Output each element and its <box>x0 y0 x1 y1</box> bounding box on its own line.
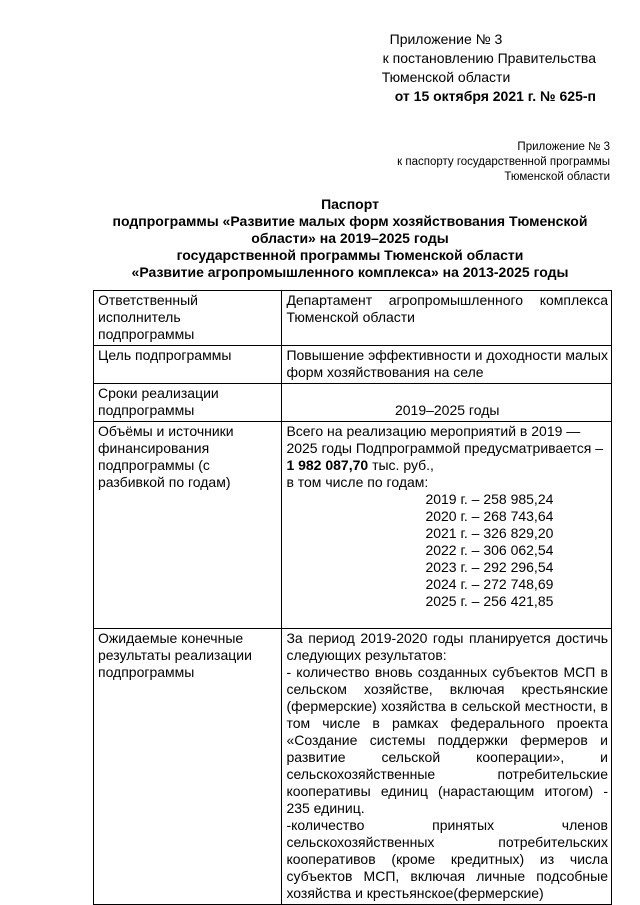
title-line-3: области» на 2019–2025 годы <box>251 230 449 246</box>
row-value: 2019–2025 годы <box>282 384 612 422</box>
passport-appendix-region: Тюменской области <box>504 171 610 183</box>
list-item: 2023 г. – 292 296,54 <box>425 559 554 575</box>
row-label: Сроки реализации подпрограммы <box>94 384 282 422</box>
results-item: - количество вновь созданных субъектов МСП в сельском хозяйстве, включая крестьянские (фермерские) хозяйства в сельской местности, в том числе в рамках федерального проекта «Создание системы поддержки фермеров и развитие сельской кооперации», и сельскохозяйственные потребительские кооперативы единиц (нарастающим итогом) - 235 единиц. <box>286 664 608 816</box>
row-label: Цель подпрограммы <box>94 346 282 384</box>
financing-by-years-label: в том числе по годам: <box>286 474 429 490</box>
document-title <box>60 196 640 281</box>
table-row <box>94 346 612 384</box>
financing-total-unit: тыс. руб., <box>368 457 434 473</box>
financing-intro: Всего на реализацию мероприятий в 2019 — 2025 годы Подпрограммой предусматривается – <box>286 423 604 456</box>
appendix-header <box>296 30 596 106</box>
list-item: 2021 г. – 326 829,20 <box>425 525 554 541</box>
list-item: 2024 г. – 272 748,69 <box>425 576 554 592</box>
row-value <box>282 422 612 629</box>
financing-total: 1 982 087,70 <box>286 457 369 473</box>
table-row <box>94 422 612 629</box>
title-line-5: «Развитие агропромышленного комплекса» на 2013-2025 годы <box>131 264 569 280</box>
list-item: 2020 г. – 268 743,64 <box>425 508 554 524</box>
row-value: Департамент агропромышленного комплекса Тюменской области <box>282 291 612 346</box>
resolution-date: от 15 октября 2021 г. № 625-п <box>394 88 596 104</box>
table-row <box>94 291 612 346</box>
appendix-number: Приложение № 3 <box>389 31 503 47</box>
row-label: Ожидаемые конечные результаты реализации подпрограммы <box>94 629 282 905</box>
list-item: 2019 г. – 258 985,24 <box>425 491 554 507</box>
list-item: 2022 г. – 306 062,54 <box>425 542 554 558</box>
passport-appendix-header <box>397 140 610 185</box>
row-label: Объёмы и источники финансирования подпрограммы (с разбивкой по годам) <box>94 422 282 629</box>
row-value: Повышение эффективности и доходности малых форм хозяйствования на селе <box>282 346 612 384</box>
row-label: Ответственный исполнитель подпрограммы <box>94 291 282 346</box>
title-line-1: Паспорт <box>321 196 379 212</box>
title-line-2: подпрограммы «Развитие малых форм хозяйствования Тюменской <box>112 213 588 229</box>
appendix-region: Тюменской области <box>381 69 511 85</box>
row-value <box>282 629 612 905</box>
financing-years-list <box>286 491 608 610</box>
table-row <box>94 629 612 905</box>
table-row <box>94 384 612 422</box>
list-item: 2025 г. – 256 421,85 <box>425 593 554 609</box>
passport-table <box>93 290 612 905</box>
results-item: -количество принятых членов сельскохозяйственных потребительских кооперативов (кроме кредитных) из числа субъектов МСП, включая личные подсобные хозяйства и крестьянское(фермерские) <box>286 817 608 901</box>
passport-appendix-reference: к паспорту государственной программы <box>397 156 610 168</box>
title-line-4: государственной программы Тюменской области <box>176 247 524 263</box>
results-intro: За период 2019-2020 годы планируется достичь следующих результатов: <box>286 630 608 663</box>
appendix-reference: к постановлению Правительства <box>382 50 596 66</box>
passport-appendix-number: Приложение № 3 <box>517 141 610 153</box>
